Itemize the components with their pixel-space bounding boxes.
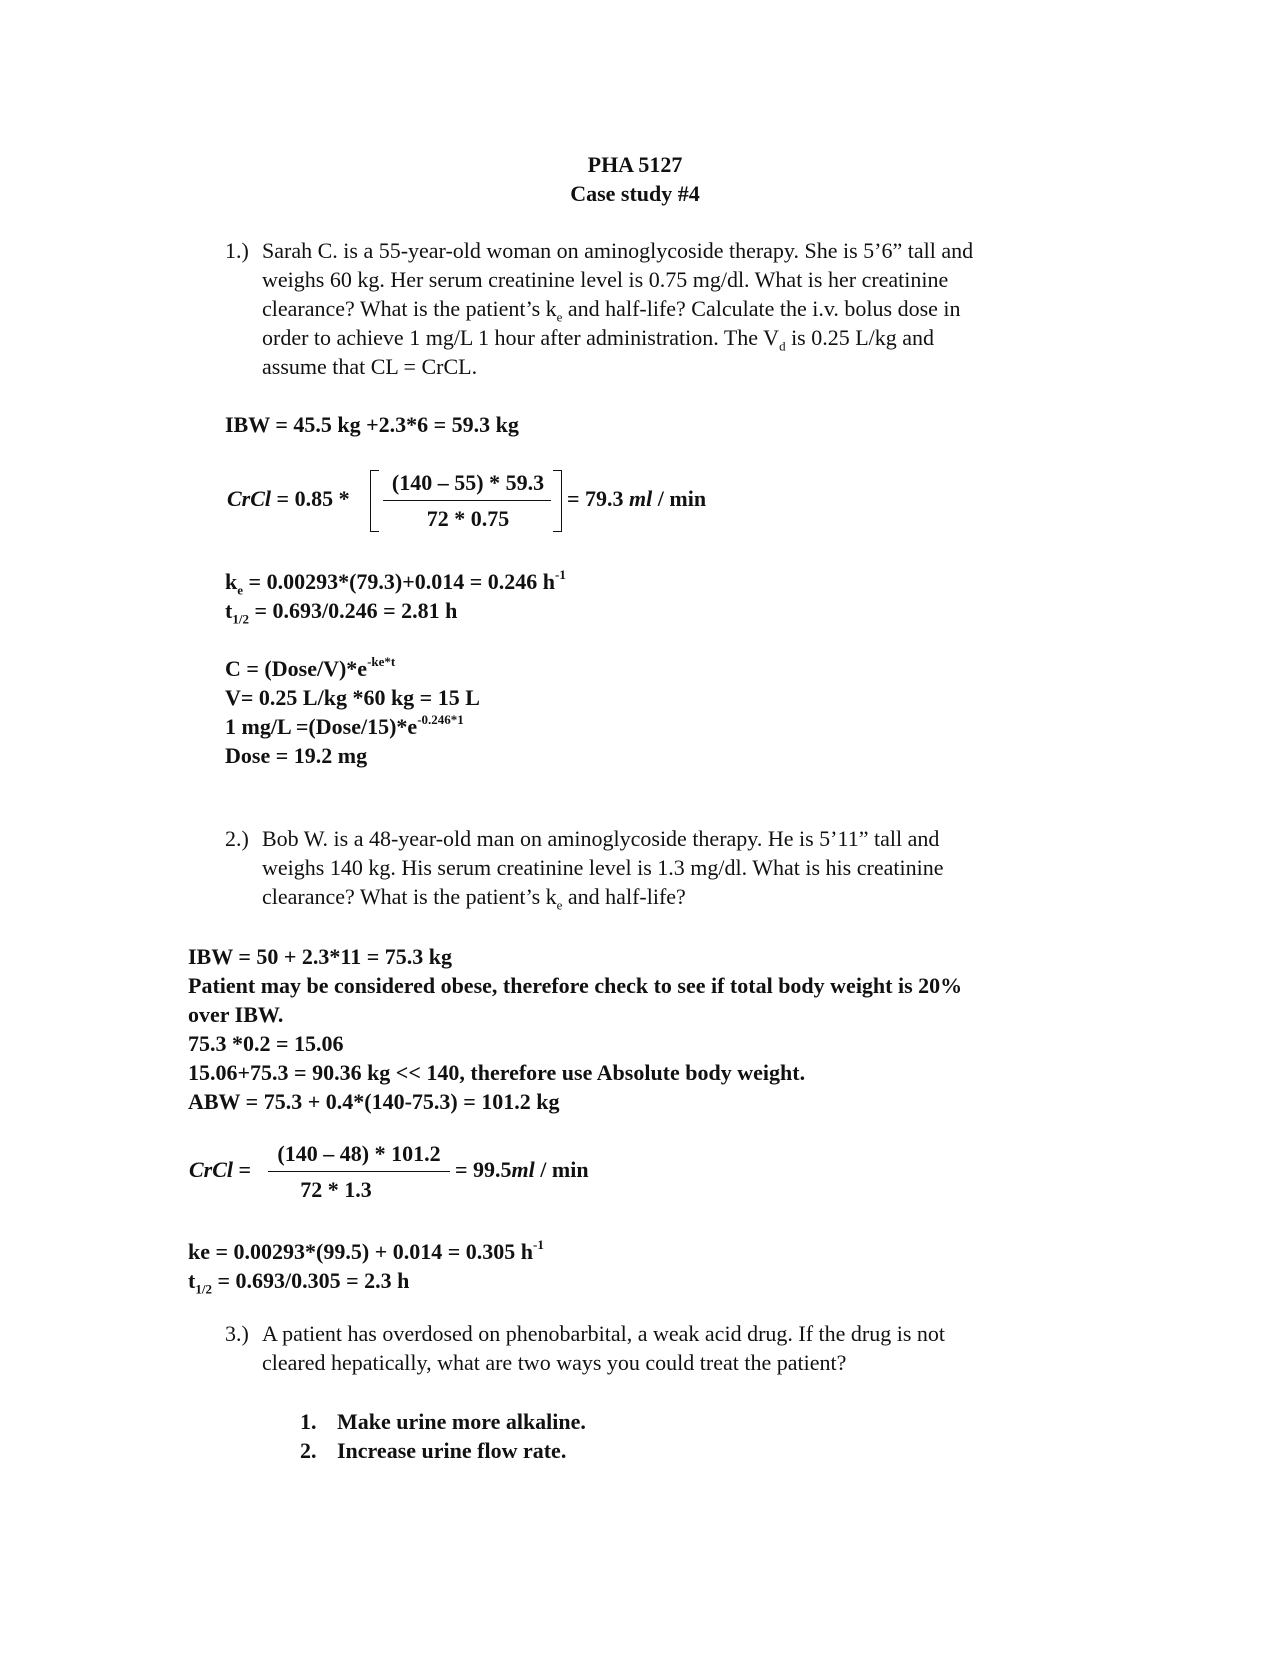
q3-answer-number: 1.: [300, 1409, 317, 1434]
q2-answer-line: over IBW.: [188, 1002, 284, 1027]
q1-thalf: [225, 596, 457, 625]
ke-sub: e: [237, 582, 244, 598]
question-3-line: A patient has overdosed on phenobarbital, a weak acid drug. If the drug is not: [262, 1321, 946, 1346]
c-eq-sup: -ke*t: [367, 653, 396, 669]
crcl-numerator: (140 – 48) * 101.2: [277, 1141, 441, 1166]
ke-rest: ke = 0.00293*(99.5) + 0.014 = 0.305 h: [188, 1239, 533, 1264]
q3-answer-text: Increase urine flow rate.: [337, 1438, 567, 1463]
crcl-denominator: 72 * 0.75: [426, 506, 510, 531]
fraction-bar: [383, 500, 551, 501]
question-2-number: 2.): [225, 826, 249, 851]
ke-k: k: [225, 569, 238, 594]
question-1-line-text: is 0.25 L/kg and: [785, 325, 935, 350]
thalf-sub: 1/2: [195, 1281, 212, 1297]
q1-dose-equation: [225, 712, 464, 741]
crcl-result: = 99.5: [455, 1157, 512, 1182]
q1-concentration-equation: [225, 654, 395, 683]
q2-answer-line: ABW = 75.3 + 0.4*(140-75.3) = 101.2 kg: [188, 1089, 560, 1114]
q1-ke: [225, 567, 566, 596]
crcl-numerator: (140 – 55) * 59.3: [391, 470, 545, 495]
q1-ibw: IBW = 45.5 kg +2.3*6 = 59.3 kg: [225, 412, 519, 437]
question-1-line: [262, 296, 961, 325]
question-2-line: weighs 140 kg. His serum creatinine level is 1.3 mg/dl. What is his creatinine: [262, 855, 944, 880]
thalf-rest: = 0.693/0.246 = 2.81 h: [248, 598, 458, 623]
right-bracket: [553, 470, 562, 532]
ke-sup: -1: [555, 566, 566, 582]
crcl-unit: / min: [652, 486, 707, 511]
left-bracket: [370, 470, 379, 532]
dose-eq-sup: -0.246*1: [417, 711, 464, 727]
q3-answer-text: Make urine more alkaline.: [337, 1409, 586, 1434]
question-2-line: Bob W. is a 48-year-old man on aminoglycoside therapy. He is 5’11” tall and: [262, 826, 940, 851]
q2-answer-line: Patient may be considered obese, therefore check to see if total body weight is 20%: [188, 973, 963, 998]
q2-answer-line: 75.3 *0.2 = 15.06: [188, 1031, 344, 1056]
thalf-t: t: [225, 598, 233, 623]
question-1-line: [262, 325, 935, 354]
question-1-line: weighs 60 kg. Her serum creatinine level is 0.75 mg/dl. What is her creatinine: [262, 267, 949, 292]
ke-sup: -1: [533, 1236, 544, 1252]
question-1-line-text: clearance? What is the patient’s k: [262, 296, 557, 321]
question-1-line-text: and half-life? Calculate the i.v. bolus dose in: [562, 296, 961, 321]
question-3-line: cleared hepatically, what are two ways you could treat the patient?: [262, 1350, 847, 1375]
crcl-unit-ml: ml: [629, 486, 653, 511]
ke-subscript: e: [556, 897, 563, 913]
question-3-number: 3.): [225, 1321, 249, 1346]
question-1-line: assume that CL = CrCL.: [262, 354, 478, 379]
crcl-symbol: CrCl: [227, 486, 272, 511]
q1-volume: V= 0.25 L/kg *60 kg = 15 L: [225, 685, 480, 710]
crcl-equals: =: [233, 1157, 252, 1182]
question-1-line: Sarah C. is a 55-year-old woman on aminoglycoside therapy. She is 5’6” tall and: [262, 238, 974, 263]
q2-ke: [188, 1237, 544, 1266]
crcl-factor: = 0.85 *: [271, 486, 350, 511]
fraction-bar: [268, 1171, 450, 1172]
question-2-line-text: and half-life?: [562, 884, 686, 909]
crcl-denominator: 72 * 1.3: [300, 1177, 372, 1202]
thalf-sub: 1/2: [232, 611, 249, 627]
dose-eq: 1 mg/L =(Dose/15)*e: [225, 714, 418, 739]
crcl-symbol: CrCl: [189, 1157, 234, 1182]
crcl-result: = 79.3: [567, 486, 630, 511]
question-2-line-text: clearance? What is the patient’s k: [262, 884, 557, 909]
crcl-unit-ml: ml: [511, 1157, 535, 1182]
question-1-line-text: order to achieve 1 mg/L 1 hour after administration. The V: [262, 325, 780, 350]
q3-answer-number: 2.: [300, 1438, 317, 1463]
q2-thalf: [188, 1266, 409, 1295]
q2-answer-line: IBW = 50 + 2.3*11 = 75.3 kg: [188, 944, 452, 969]
question-1-number: 1.): [225, 238, 249, 263]
thalf-t: t: [188, 1268, 196, 1293]
vd-subscript: d: [779, 338, 786, 354]
q1-dose: Dose = 19.2 mg: [225, 743, 368, 768]
q2-answer-line: 15.06+75.3 = 90.36 kg << 140, therefore use Absolute body weight.: [188, 1060, 806, 1085]
c-eq: C = (Dose/V)*e: [225, 656, 368, 681]
case-study-title: Case study #4: [570, 181, 700, 206]
ke-subscript: e: [556, 309, 563, 325]
crcl-unit: / min: [534, 1157, 589, 1182]
ke-rest: = 0.00293*(79.3)+0.014 = 0.246 h: [243, 569, 556, 594]
question-2-line: [262, 884, 686, 913]
course-title: PHA 5127: [587, 152, 683, 177]
thalf-rest: = 0.693/0.305 = 2.3 h: [211, 1268, 410, 1293]
